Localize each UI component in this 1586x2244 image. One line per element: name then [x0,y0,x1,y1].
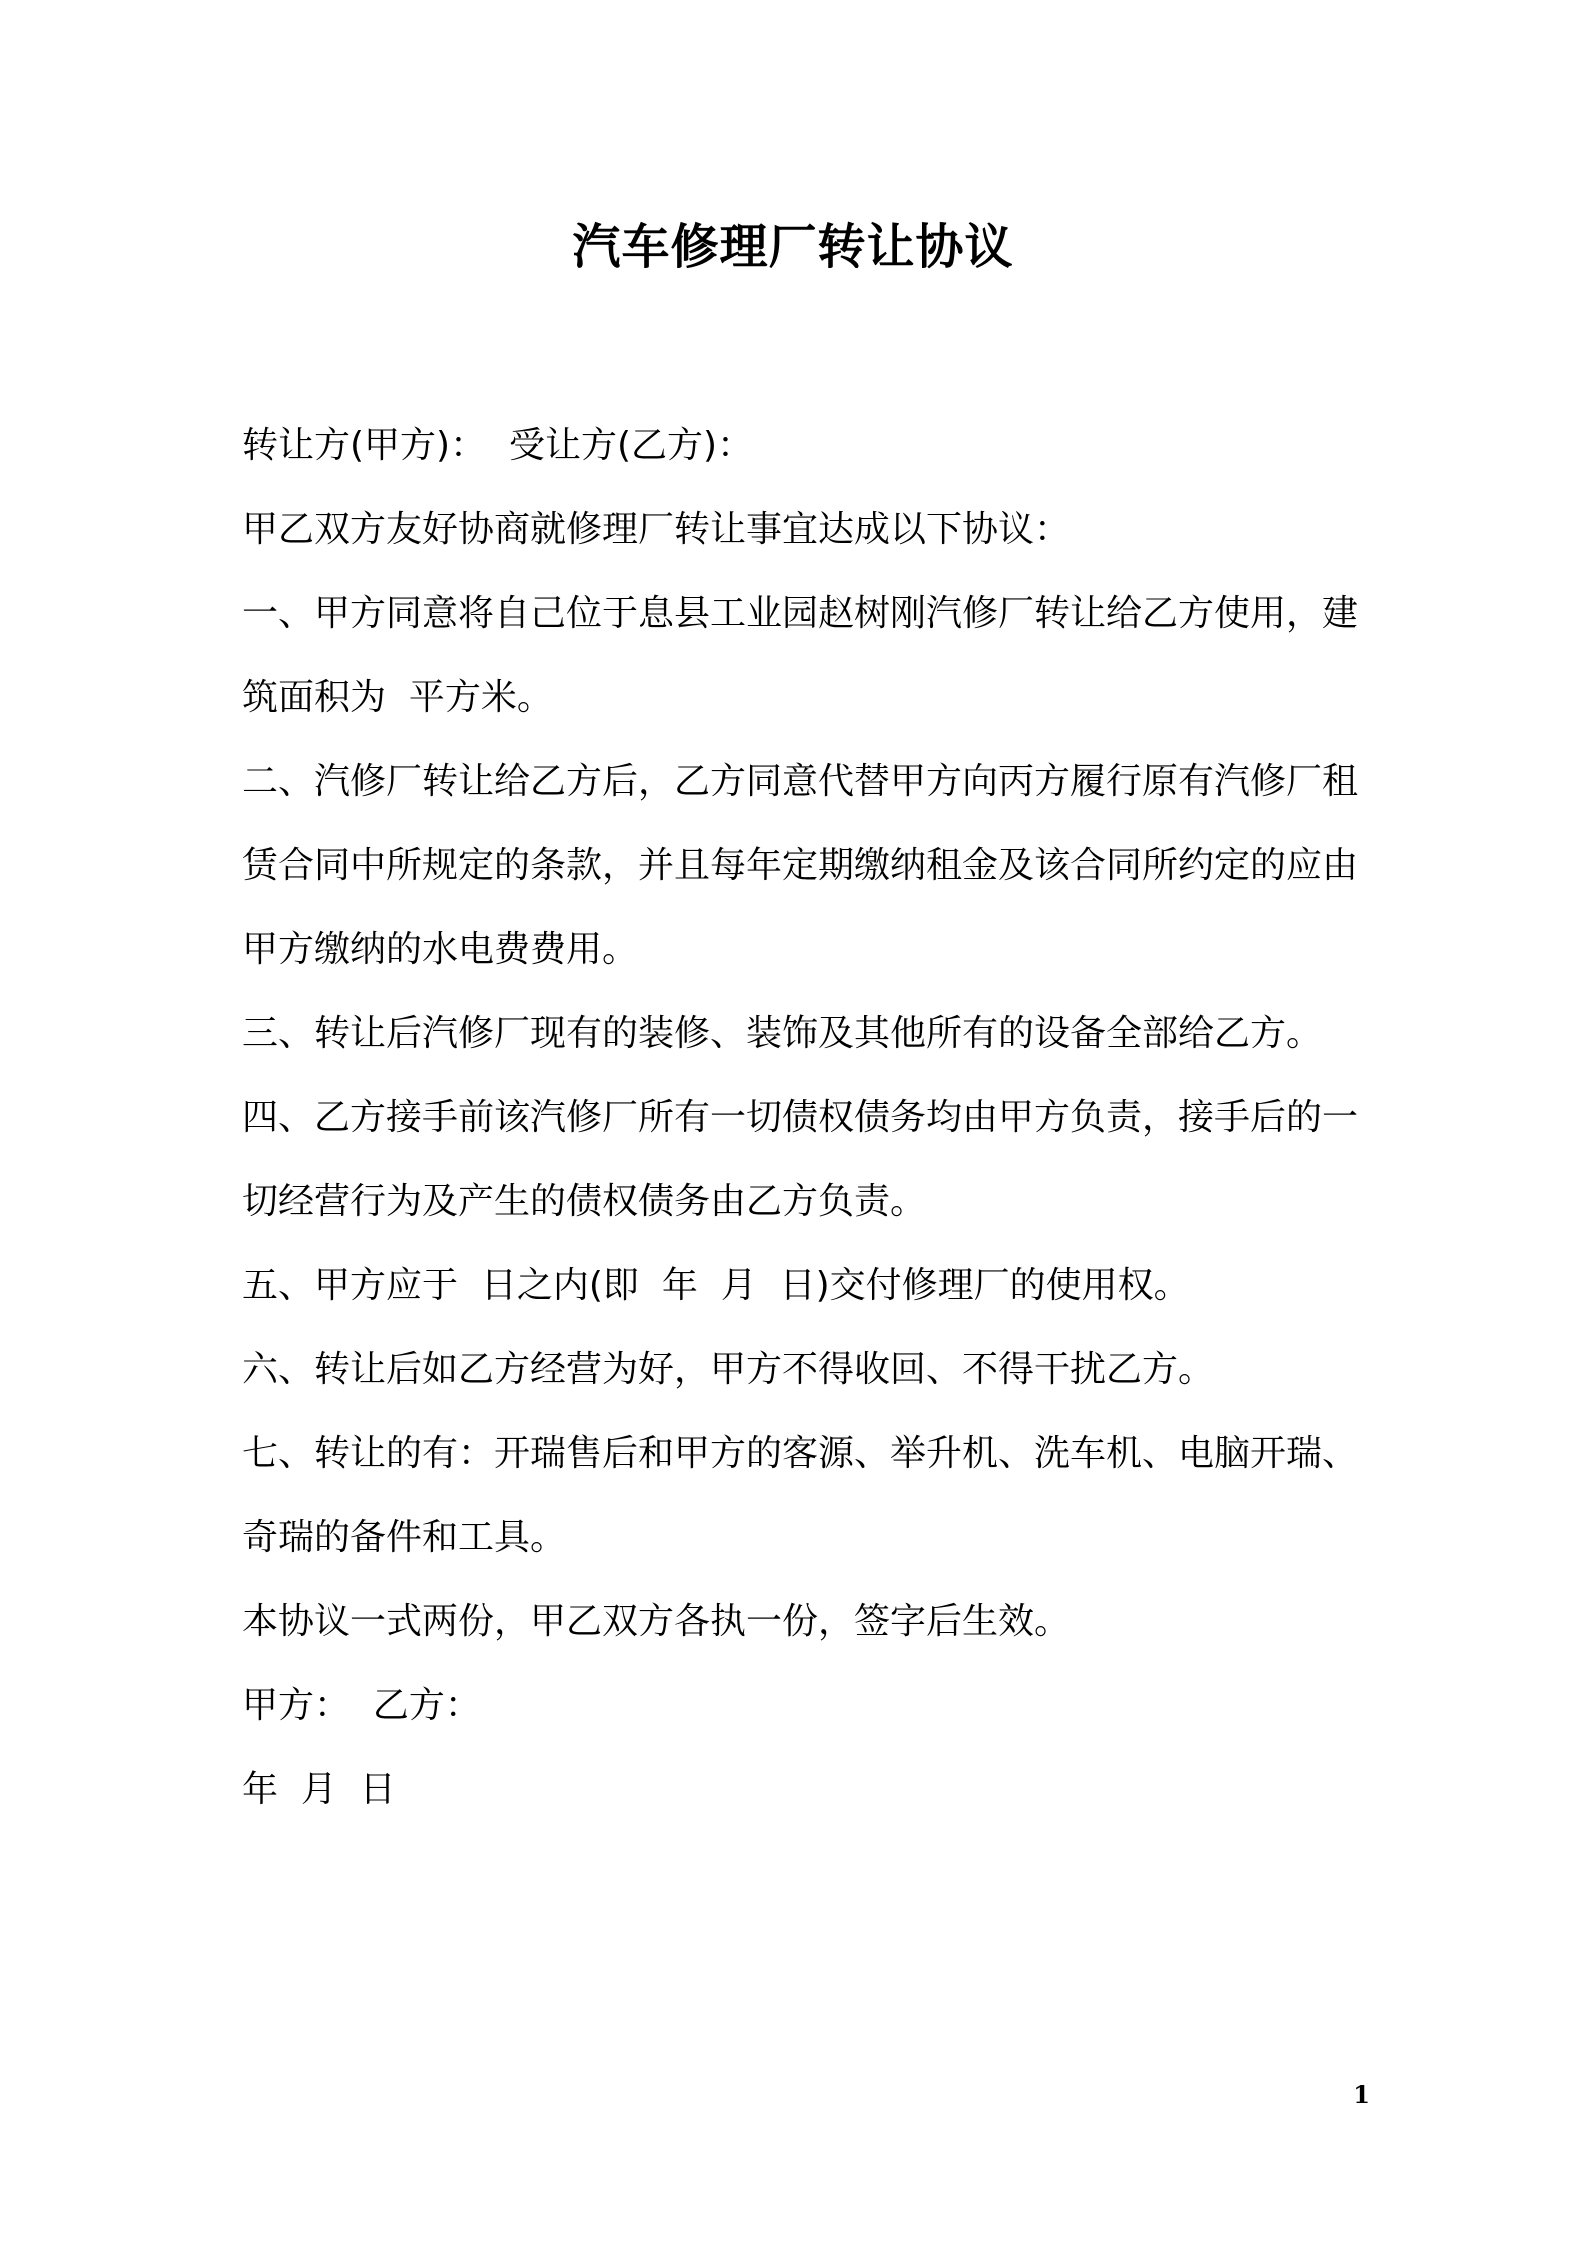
clause-5: 五、甲方应于 日之内(即 年 月 日)交付修理厂的使用权。 [242,1265,1190,1306]
clause-4: 四、乙方接手前该汽修厂所有一切债权债务均由甲方负责，接手后的一切经营行为及产生的债权债务由乙方负责。 [242,1097,1359,1222]
document-body [242,404,1362,1832]
clause-3: 三、转让后汽修厂现有的装修、装饰及其他所有的设备全部给乙方。 [242,1013,1323,1054]
parties-line: 转让方(甲方)： 受让方(乙方)： [242,425,754,466]
document-title: 汽车修理厂转让协议 [572,219,1014,275]
intro-paragraph: 甲乙双方友好协商就修理厂转让事宜达成以下协议： [242,509,1071,550]
clause-7: 七、转让的有：开瑞售后和甲方的客源、举升机、洗车机、电脑开瑞、奇瑞的备件和工具。 [242,1433,1359,1558]
page-number: 1 [1353,2080,1370,2109]
signature-line: 甲方： 乙方： [242,1685,481,1726]
date-line: 年 月 日 [242,1769,396,1810]
copies-paragraph: 本协议一式两份，甲乙双方各执一份，签字后生效。 [242,1601,1071,1642]
clause-2: 二、汽修厂转让给乙方后，乙方同意代替甲方向丙方履行原有汽修厂租赁合同中所规定的条款，并且每年定期缴纳租金及该合同所约定的应由甲方缴纳的水电费费用。 [242,761,1359,970]
clause-6: 六、转让后如乙方经营为好，甲方不得收回、不得干扰乙方。 [242,1349,1215,1390]
clause-1: 一、甲方同意将自己位于息县工业园赵树刚汽修厂转让给乙方使用，建筑面积为 平方米。 [242,593,1359,718]
